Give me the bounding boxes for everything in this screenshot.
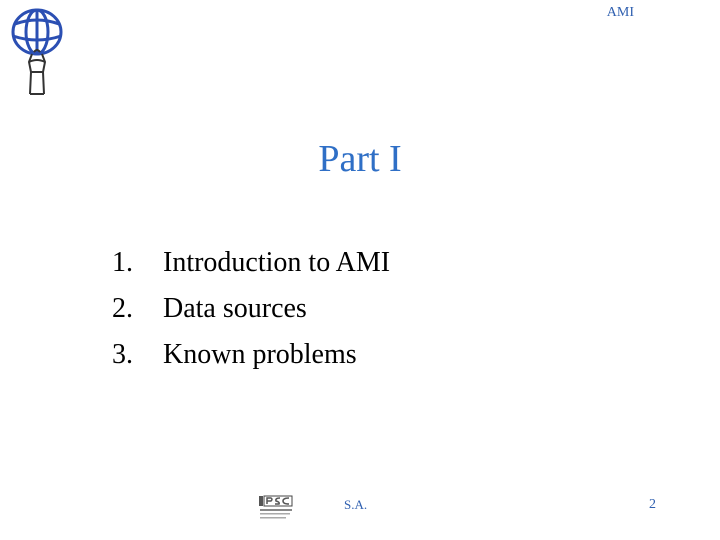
agenda-list <box>112 245 390 383</box>
agenda-item-text: Known problems <box>163 339 357 370</box>
footer-author: S.A. <box>344 497 368 512</box>
page-number: 2 <box>649 497 656 512</box>
header-label: AMI <box>606 5 634 20</box>
atlas-globe-logo-icon <box>8 4 66 98</box>
agenda-item-text: Introduction to AMI <box>163 247 391 278</box>
agenda-item-number: 3. <box>112 339 133 370</box>
slide-title: Part I <box>318 138 402 180</box>
agenda-item <box>112 291 390 337</box>
lpsc-logo-icon <box>258 494 294 522</box>
agenda-item <box>112 245 390 291</box>
agenda-item-number: 1. <box>112 247 133 278</box>
agenda-item-text: Data sources <box>163 293 307 324</box>
agenda-item <box>112 337 390 383</box>
agenda-item-number: 2. <box>112 293 133 324</box>
